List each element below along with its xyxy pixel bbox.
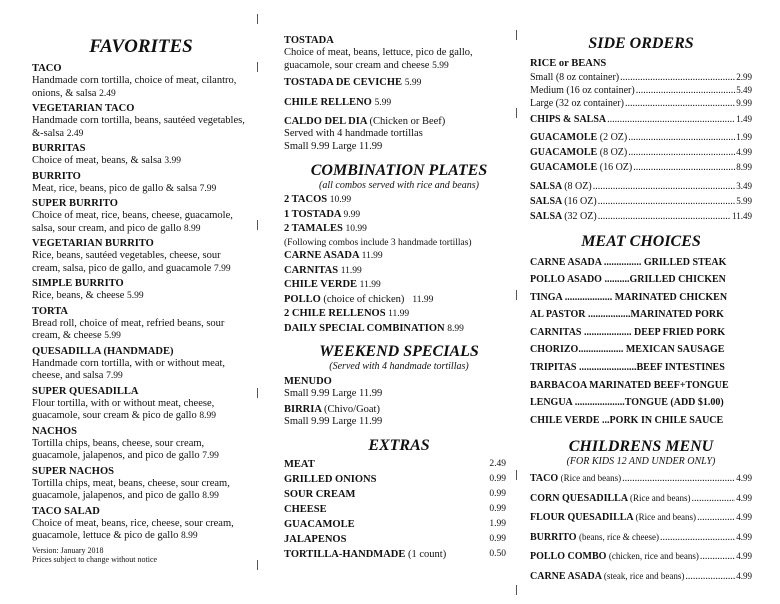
weekend-option: (Chivo/Goat)	[323, 403, 380, 415]
childrens-price: 4.99	[736, 492, 752, 503]
extras-price: 0.99	[489, 504, 506, 514]
weekend-heading: WEEKEND SPECIALS	[319, 343, 479, 360]
childrens-label	[530, 547, 699, 567]
combo-price: 11.99	[340, 265, 362, 276]
side-label	[530, 179, 592, 194]
dot-leader	[628, 130, 735, 145]
dot-leader	[620, 71, 735, 84]
menu-item-text: Handmade corn tortilla, with or without meat, cheese, and salsa	[32, 357, 226, 381]
meat-choice-item: CHILE VERDE ...PORK IN CHILE SAUCE	[530, 414, 724, 426]
side-label	[530, 160, 632, 175]
side-label	[530, 130, 627, 145]
meat-choice-item: TRIPITAS .......................BEEF INTESTINES	[530, 362, 725, 374]
menu-item-title: TACO	[32, 63, 62, 74]
childrens-label	[530, 567, 684, 587]
combo-price: 11.99	[361, 251, 383, 261]
menu-item-price: 7.99	[106, 371, 123, 381]
dot-leader	[598, 194, 736, 209]
side-label	[530, 113, 606, 126]
extras-option: (1 count)	[408, 549, 447, 560]
childrens-label-text: FLOUR QUESADILLA	[530, 512, 634, 524]
childrens-price: 4.99	[736, 531, 752, 542]
meat-choice-item: CARNE ASADA ............... GRILLED STEAK	[530, 256, 727, 268]
extras-label: MEAT	[284, 459, 315, 470]
combo-item	[284, 307, 514, 322]
side-orders-heading: SIDE ORDERS	[588, 35, 694, 52]
side-label-text: GUACAMOLE	[530, 161, 598, 173]
extras-price: 0.50	[489, 549, 506, 559]
childrens-price: 4.99	[736, 512, 752, 523]
side-item	[530, 194, 752, 209]
tostada-item: TOSTADA Choice of meat, beans, lettuce, pico de gallo, guacamole, sour cream and cheese 5.99	[284, 35, 473, 71]
childrens-item	[530, 469, 752, 489]
dot-leader	[598, 209, 731, 224]
chile-relleno-item: CHILE RELLENO 5.99	[284, 96, 392, 108]
extras-item	[284, 487, 514, 502]
side-label-text: GUACAMOLE	[530, 146, 598, 158]
menu-item-price: 8.99	[180, 531, 198, 541]
meat-choice-item: CARNITAS ................... DEEP FRIED PORK	[530, 326, 726, 338]
extras-label: JALAPENOS	[284, 534, 347, 545]
menu-item-title: TORTA	[32, 305, 69, 317]
extras-item	[284, 457, 514, 472]
meat-choices-heading: MEAT CHOICES	[581, 232, 701, 250]
combo-label: CARNITAS	[284, 264, 339, 276]
side-size: (16 OZ)	[564, 195, 597, 207]
menu-item-text: Rice, beans, sautéed vegetables, cheese, sour cream, salsa, pico de gallo, and guacamole	[32, 250, 221, 274]
dot-leader	[660, 528, 735, 548]
combo-item	[284, 193, 514, 208]
extras-price: 1.99	[489, 519, 506, 529]
menu-item-desc	[32, 155, 250, 168]
childrens-item	[530, 567, 752, 587]
menu-item	[32, 170, 250, 196]
rice-beans-title: RICE or BEANS	[530, 58, 607, 69]
menu-item-title: TACO SALAD	[32, 505, 100, 517]
dot-leader	[685, 567, 735, 587]
dot-leader	[628, 145, 735, 160]
menu-item	[32, 305, 250, 343]
combo-item	[284, 322, 514, 337]
version-note: Version: January 2018 Prices subject to change without notice	[32, 545, 158, 564]
right-column	[530, 0, 752, 604]
side-label	[530, 97, 624, 110]
side-label	[530, 194, 597, 209]
menu-item	[32, 197, 250, 235]
menu-item-title: SUPER QUESADILLA	[32, 385, 139, 397]
menu-item-price: 8.99	[183, 223, 201, 234]
childrens-price: 4.99	[736, 570, 752, 581]
extras-label-wrap	[284, 517, 355, 532]
combination-subheading: (all combos served with rice and beans)	[319, 180, 479, 191]
extras-list	[284, 457, 514, 562]
menu-item-title: BURRITO	[32, 170, 81, 182]
menu-item-text: Meat, rice, beans, pico de gallo & salsa	[32, 182, 198, 194]
childrens-option: (Rice and beans)	[560, 473, 622, 484]
extras-price: 2.49	[489, 459, 506, 469]
combo-price: 11.99	[388, 309, 410, 319]
menu-item-text: Tortilla chips, beans, cheese, sour cream, guacamole, jalapenos, and pico de gallo	[32, 437, 205, 461]
side-item	[530, 209, 752, 224]
dot-leader	[625, 97, 735, 110]
extras-price: 0.99	[489, 534, 506, 544]
menu-item	[32, 62, 250, 100]
childrens-label	[530, 489, 691, 509]
menu-item-title: SUPER BURRITO	[32, 198, 118, 209]
side-item	[530, 130, 752, 145]
menu-item-price: 2.49	[66, 128, 84, 139]
tostada-ceviche-item: TOSTADA DE CEVICHE 5.99	[284, 77, 422, 88]
menu-item-title: SIMPLE BURRITO	[32, 278, 124, 289]
childrens-item	[530, 528, 752, 548]
childrens-label	[530, 469, 621, 489]
side-label-text: Large (32 oz container)	[530, 97, 624, 109]
menu-item-desc	[32, 290, 250, 303]
menu-item-desc	[32, 210, 250, 235]
side-label-text: Small (8 oz container)	[530, 71, 620, 83]
side-label-text: SALSA	[530, 180, 562, 192]
side-label-text: CHIPS & SALSA	[530, 113, 607, 125]
side-label-text: GUACAMOLE	[530, 131, 598, 143]
side-price: 5.99	[736, 195, 752, 206]
weekend-size: Small 9.99 Large 11.99	[284, 415, 383, 427]
extras-item	[284, 502, 514, 517]
meat-choice-item: LENGUA ....................TONGUE (ADD $1.00)	[530, 397, 724, 409]
side-price: 1.49	[736, 113, 752, 124]
childrens-subheading: (FOR KIDS 12 AND UNDER ONLY)	[566, 456, 716, 468]
menu-item	[32, 277, 250, 303]
menu-item	[32, 385, 250, 423]
guacamole-list	[530, 130, 752, 175]
weekend-item-title	[284, 403, 514, 416]
weekend-size: Small 9.99 Large 11.99	[284, 388, 383, 399]
combo-price: 10.99	[345, 224, 367, 234]
menu-item-price: 7.99	[199, 183, 217, 194]
side-label-text: SALSA	[530, 195, 562, 207]
combination-list-a	[284, 193, 514, 237]
combo-item	[284, 222, 514, 237]
favorites-list	[32, 62, 250, 543]
side-label-text: SALSA	[530, 210, 562, 222]
menu-item-price: 5.99	[127, 291, 144, 301]
combo-label: 2 TAMALES	[284, 223, 343, 234]
menu-item-text: Handmade corn tortilla, choice of meat, cilantro, onions, & salsa	[32, 75, 237, 99]
side-price: 1.99	[736, 131, 752, 142]
extras-label: GRILLED ONIONS	[284, 474, 377, 485]
menu-item-text: Choice of meat, beans, rice, cheese, sour cream, guacamole, lettuce & pico de gallo	[32, 517, 234, 541]
meat-choice-item: BARBACOA MARINATED BEEF+TONGUE	[530, 379, 729, 391]
childrens-option: (beans, rice & cheese)	[579, 531, 659, 542]
childrens-option: (Rice and beans)	[630, 492, 691, 503]
side-price: 9.99	[736, 97, 752, 108]
extras-label-wrap	[284, 487, 355, 502]
extras-price: 0.99	[489, 474, 506, 484]
combination-list-b	[284, 249, 514, 336]
menu-item	[32, 345, 250, 383]
meat-choices-list	[530, 254, 752, 430]
combo-label: DAILY SPECIAL COMBINATION	[284, 322, 445, 334]
side-price: 4.99	[736, 146, 752, 157]
menu-item-desc	[32, 250, 250, 275]
meat-choice-item: POLLO ASADO ..........GRILLED CHICKEN	[530, 274, 726, 286]
side-price: 2.99	[736, 71, 752, 82]
side-price: 8.99	[736, 161, 752, 172]
chips-salsa-row	[530, 113, 752, 126]
side-item	[530, 84, 752, 97]
childrens-label	[530, 508, 696, 528]
side-size: (8 OZ)	[564, 180, 592, 192]
combo-item	[284, 208, 514, 223]
extras-item	[284, 517, 514, 532]
combo-price: 11.99	[359, 280, 381, 290]
menu-item	[32, 465, 250, 503]
menu-item-desc	[32, 478, 250, 503]
combo-item	[284, 293, 514, 308]
childrens-label-text: POLLO COMBO	[530, 551, 607, 563]
side-label-text: Medium (16 oz container)	[530, 84, 635, 96]
extras-price: 0.99	[489, 489, 506, 499]
menu-item-text: Rice, beans, & cheese	[32, 290, 125, 301]
meat-choice-item: AL PASTOR .................MARINATED PORK	[530, 309, 724, 321]
combo-label: CARNE ASADA	[284, 250, 359, 261]
side-item	[530, 160, 752, 175]
weekend-title: MENUDO	[284, 376, 332, 387]
meat-choice-item: CHORIZO.................. MEXICAN SAUSAGE	[530, 344, 725, 356]
childrens-label-text: CARNE ASADA	[530, 570, 602, 582]
menu-item-title: SUPER NACHOS	[32, 465, 114, 477]
rice-beans-list	[530, 71, 752, 110]
combo-price: 8.99	[447, 323, 464, 334]
menu-item-price: 8.99	[199, 411, 216, 421]
dot-leader	[700, 547, 735, 567]
dot-leader	[633, 160, 735, 175]
middle-column	[284, 0, 514, 604]
extras-label: CHEESE	[284, 504, 327, 515]
extras-label: TORTILLA-HANDMADE	[284, 549, 406, 560]
combo-option: (choice of chicken)	[323, 293, 405, 305]
menu-item-price: 8.99	[202, 491, 219, 501]
childrens-option: (steak, rice and beans)	[603, 570, 685, 581]
childrens-label	[530, 528, 659, 548]
dot-leader	[636, 84, 736, 97]
menu-item-price: 7.99	[213, 263, 231, 274]
combo-label: CHILE VERDE	[284, 279, 358, 290]
menu-item-text: Bread roll, choice of meat, refried beans, sour cream, & cheese	[32, 317, 225, 341]
menu-item	[32, 142, 250, 168]
side-size: (16 OZ)	[599, 161, 633, 173]
caldo-item: CALDO DEL DIA (Chicken or Beef) Served with 4 handmade tortillas Small 9.99 Large 11.99	[284, 116, 446, 152]
combo-label: 2 CHILE RELLENOS	[284, 308, 386, 319]
side-item	[530, 97, 752, 110]
menu-item	[32, 505, 250, 543]
menu-item-title: BURRITAS	[32, 143, 86, 154]
weekend-title: BIRRIA	[284, 403, 322, 415]
favorites-heading: FAVORITES	[89, 36, 193, 57]
side-price: 11.49	[732, 210, 752, 221]
childrens-item	[530, 547, 752, 567]
extras-item	[284, 547, 514, 562]
side-label	[530, 145, 627, 160]
favorites-column	[32, 0, 250, 604]
menu-item-desc	[32, 438, 250, 463]
side-label	[530, 84, 635, 97]
menu-item-text: Tortilla chips, meat, beans, cheese, sour cream, guacamole, jalapenos, and pico de gallo	[32, 477, 230, 501]
combination-note: (Following combos include 3 handmade tortillas)	[284, 237, 472, 248]
childrens-item	[530, 489, 752, 509]
extras-label-wrap	[284, 457, 315, 472]
menu-item	[32, 102, 250, 140]
childrens-list	[530, 469, 752, 586]
menu-item-title: NACHOS	[32, 425, 77, 437]
menu-item	[32, 237, 250, 275]
weekend-item	[284, 403, 514, 429]
side-item	[530, 113, 752, 126]
combo-item	[284, 249, 514, 264]
extras-label-wrap	[284, 547, 446, 562]
menu-item-price: 7.99	[202, 451, 219, 461]
combo-label: POLLO	[284, 293, 321, 305]
combo-price: 10.99	[329, 195, 352, 205]
side-item	[530, 145, 752, 160]
side-size: (32 OZ)	[564, 210, 597, 222]
childrens-option: (Rice and beans)	[635, 512, 697, 523]
dot-leader	[692, 489, 736, 509]
menu-item-title: VEGETARIAN BURRITO	[32, 238, 154, 249]
combo-item	[284, 278, 514, 293]
menu-item-price: 2.49	[99, 88, 116, 99]
childrens-label-text: BURRITO	[530, 531, 577, 543]
combo-item	[284, 264, 514, 279]
menu-item-text: Choice of meat, beans, & salsa	[32, 155, 162, 166]
side-size: (2 OZ)	[599, 131, 628, 143]
side-price: 3.49	[736, 180, 752, 191]
weekend-list	[284, 375, 514, 428]
menu-item-title: VEGETARIAN TACO	[32, 103, 135, 114]
childrens-price: 4.99	[736, 473, 752, 484]
combo-price: 9.99	[343, 209, 361, 220]
dot-leader	[622, 469, 735, 489]
menu-item-desc	[32, 183, 250, 196]
meat-choice-item: TINGA ................... MARINATED CHICKEN	[530, 291, 728, 303]
side-item	[530, 71, 752, 84]
weekend-item	[284, 375, 514, 401]
extras-label-wrap	[284, 472, 376, 487]
combination-heading: COMBINATION PLATES	[310, 162, 488, 179]
menu-item-desc	[32, 75, 250, 100]
menu-item-price: 5.99	[104, 331, 121, 341]
childrens-label-text: TACO	[530, 473, 559, 485]
side-label	[530, 71, 619, 84]
menu-item-title: QUESADILLA (HANDMADE)	[32, 345, 174, 357]
menu-item-desc	[32, 358, 250, 383]
menu-item-desc	[32, 318, 250, 343]
extras-label-wrap	[284, 532, 346, 547]
extras-item	[284, 472, 514, 487]
dot-leader	[697, 508, 735, 528]
menu-item-text: Handmade corn tortilla, beans, sautéed vegetables, &-salsa	[32, 115, 245, 139]
weekend-item-title	[284, 375, 514, 388]
extras-heading: EXTRAS	[368, 437, 430, 454]
menu-item-desc	[32, 398, 250, 423]
menu-item-price: 3.99	[164, 156, 182, 166]
extras-label-wrap	[284, 502, 327, 517]
menu-item	[32, 425, 250, 463]
combo-label: 2 TACOS	[284, 194, 328, 205]
side-size: (8 OZ)	[599, 146, 628, 158]
childrens-heading: CHILDRENS MENU	[568, 438, 714, 456]
menu-item-desc	[32, 518, 250, 543]
childrens-price: 4.99	[736, 551, 752, 562]
childrens-item	[530, 508, 752, 528]
salsa-list	[530, 179, 752, 224]
menu-item-text: Flour tortilla, with or without meat, cheese, guacamole, sour cream & pico de gallo	[32, 397, 215, 421]
extras-item	[284, 532, 514, 547]
childrens-option: (chicken, rice and beans)	[608, 551, 699, 562]
weekend-subheading: (Served with 4 handmade tortillas)	[329, 361, 469, 372]
side-price: 5.49	[736, 84, 752, 95]
extras-label: SOUR CREAM	[284, 489, 356, 500]
childrens-label-text: CORN QUESADILLA	[530, 492, 628, 504]
dot-leader	[593, 179, 736, 194]
menu-item-desc	[32, 115, 250, 140]
side-label	[530, 209, 597, 224]
side-item	[530, 179, 752, 194]
dot-leader	[607, 113, 735, 126]
combo-price: 11.99	[412, 294, 434, 305]
combo-label: 1 TOSTADA	[284, 208, 341, 220]
extras-label: GUACAMOLE	[284, 519, 355, 530]
menu-item-text: Choice of meat, rice, beans, cheese, guacamole, salsa, sour cream, and pico de gallo	[32, 210, 233, 234]
